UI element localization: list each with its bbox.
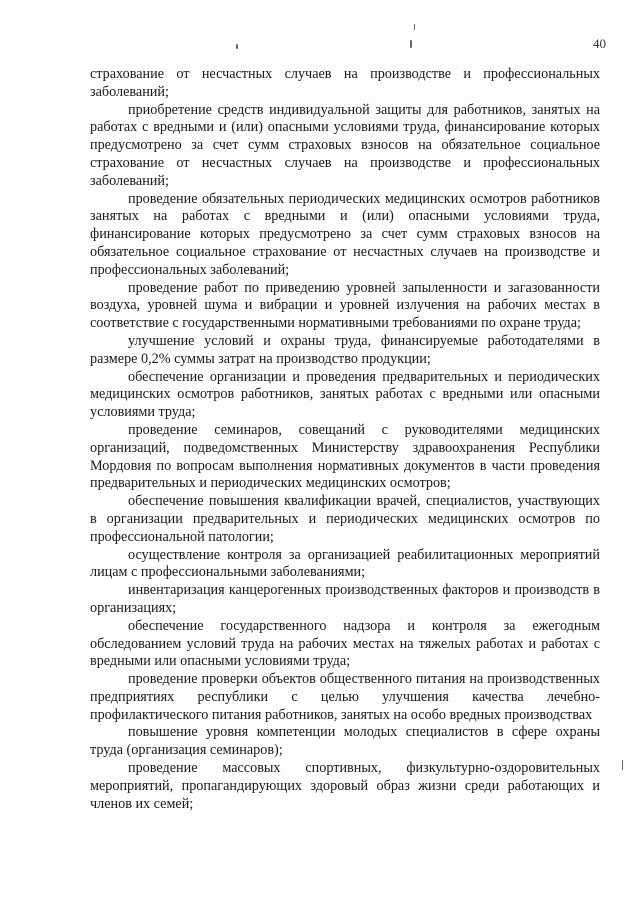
paragraph: инвентаризация канцерогенных производственных факторов и производств в организациях;	[90, 582, 600, 616]
paragraph: проведение обязательных периодических медицинских осмотров работников занятых на работах с вредными и (или) опасными условиями труда, финансирование которых предусмотрено за счет сумм страховых взносов на обязательное социальное страхование от несчастных случаев на производстве и профессиональных заболеваний;	[90, 190, 600, 278]
page-number: 40	[593, 36, 606, 51]
scan-speck	[410, 40, 412, 48]
paragraph: обеспечение повышения квалификации врачей, специалистов, участвующих в организации предварительных и периодических медицинских осмотров по профессиональной патологии;	[90, 493, 600, 545]
paragraph: обеспечение государственного надзора и контроля за ежегодным обследованием условий труда на рабочих местах на тяжелых работах и работах с вредными или опасными условиями труда;	[90, 617, 600, 670]
paragraph: повышение уровня компетенции молодых специалистов в сфере охраны труда (организация семинаров);	[90, 724, 600, 759]
paragraph: проведение работ по приведению уровней запыленности и загазованности воздуха, уровней шума и вибрации и уровней излучения на рабочих местах в соответствие с государственными нормативными требованиями по охране труда;	[90, 279, 600, 332]
paragraph: осуществление контроля за организацией реабилитационных мероприятий лицам с профессиональными заболеваниями;	[90, 546, 600, 581]
scan-speck	[236, 44, 238, 49]
paragraph: обеспечение организации и проведения предварительных и периодических медицинских осмотров работников, занятых работах с вредными или опасными условиями труда;	[90, 368, 600, 421]
scan-speck	[622, 760, 623, 770]
paragraph: проведение массовых спортивных, физкультурно-оздоровительных мероприятий, пропагандирующих здоровый образ жизни среди работающих и членов их семей;	[90, 760, 600, 812]
document-body	[90, 66, 600, 813]
paragraph: проведение семинаров, совещаний с руководителями медицинских организаций, подведомственных Министерству здравоохранения Республики Мордовия по вопросам выполнения нормативных документов в части проведения предварительных и периодических медицинских осмотров;	[90, 421, 600, 492]
paragraph: приобретение средств индивидуальной защиты для работников, занятых на работах с вредными и (или) опасными условиями труда, финансирование которых предусмотрено за счет сумм страховых взносов на обязательное социальное страхование от несчастных случаев на производстве и профессиональных заболеваний;	[90, 101, 600, 189]
scan-speck	[414, 24, 415, 30]
paragraph: улучшение условий и охраны труда, финансируемые работодателями в размере 0,2% суммы затрат на производство продукции;	[90, 332, 600, 367]
paragraph: проведение проверки объектов общественного питания на производственных предприятиях республики с целью улучшения качества лечебно-профилактического питания работников, занятых на особо вредных производствах	[90, 671, 600, 723]
paragraph: страхование от несчастных случаев на производстве и профессиональных заболеваний;	[90, 66, 600, 100]
